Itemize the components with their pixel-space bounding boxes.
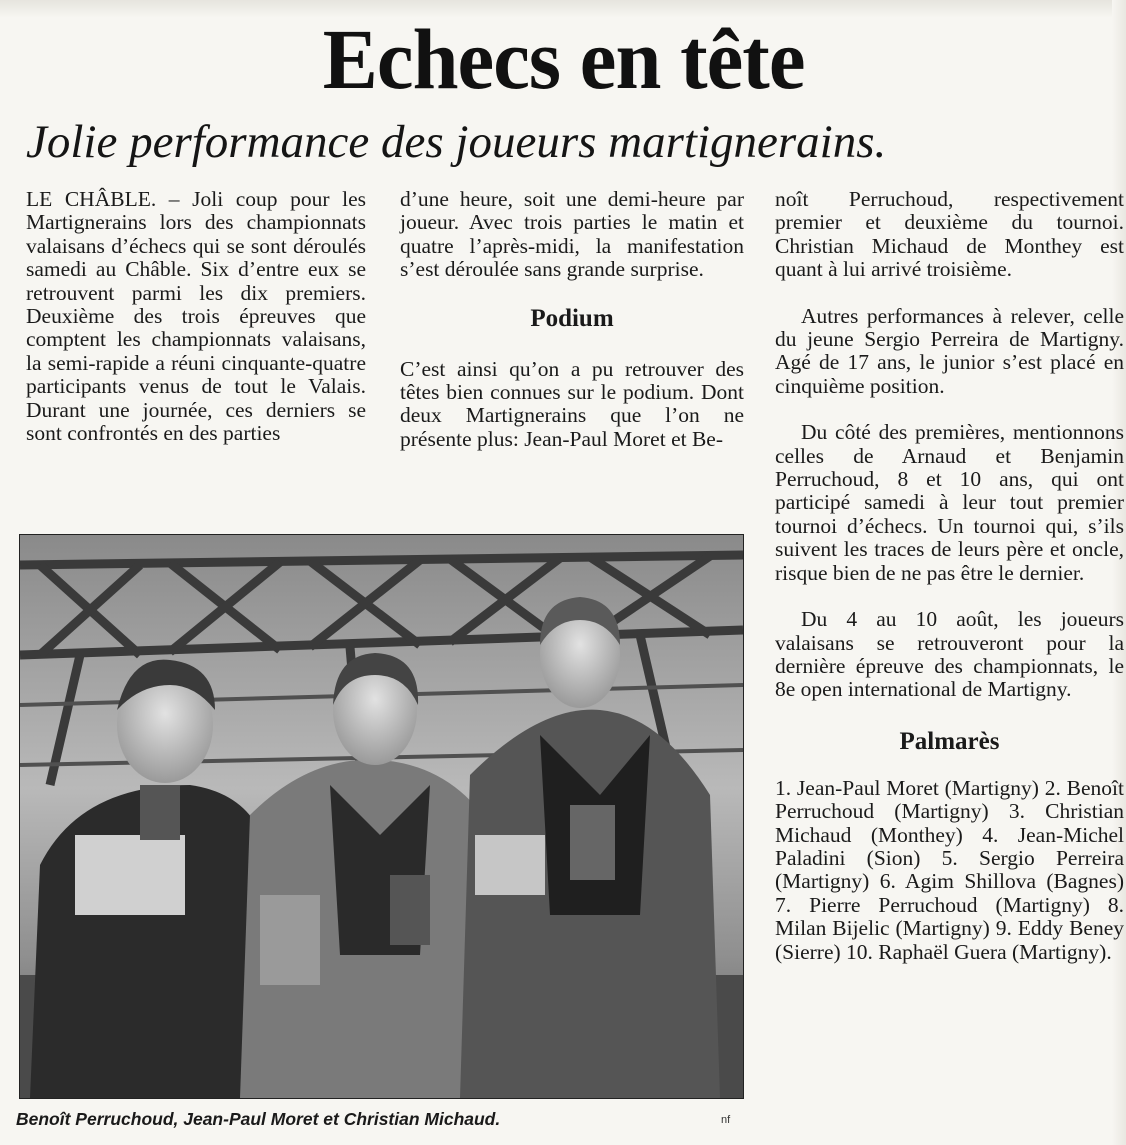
paragraph: C’est ainsi qu’on a pu retrouver des têtes bien connues sur le podium. Dont deux Martignerains que l’on ne présente plus: Jean-Paul Moret et Be- [400,356,744,451]
podium-photo [19,534,744,1099]
paragraph: Du 4 au 10 août, les joueurs valaisans se retrouveront pour la dernière épreuve des championnats, le 8e open international de Martigny. [775,607,1124,702]
article-column-3 [775,188,1124,964]
article-headline: Echecs en tête [322,11,805,107]
photo-credit: nf [721,1114,731,1126]
photo-caption: Benoît Perruchoud, Jean-Paul Moret et Christian Michaud. [16,1109,501,1129]
paragraph: d’une heure, soit une demi-heure par joueur. Avec trois parties le matin et quatre l’après-midi, la manifestation s’est déroulée sans grande surprise. [400,187,744,282]
paragraph: noît Perruchoud, respectivement premier et deuxième du tournoi. Christian Michaud de Monthey est quant à lui arrivé troisième. [775,187,1124,282]
lead-paragraph: LE CHÂBLE. – Joli coup pour les Martignerains lors des championnats valaisans d’échecs qui se sont déroulés samedi au Châble. Six d’entre eux se retrouvent parmi les dix premiers. Deuxième des trois épreuves que comptent les championnats valaisans, la semi-rapide a réuni cinquante-quatre participants venus de tout le Valais. Durant une journée, ces derniers se sont confrontés en des parties [26,187,366,446]
podium-photo-illustration [20,535,743,1098]
subheading-podium: Podium [530,304,614,332]
subheading-palmares: Palmarès [899,727,1000,755]
article-subtitle: Jolie performance des joueurs martignerains. [26,116,887,168]
palmares-list: 1. Jean-Paul Moret (Martigny) 2. Benoît Perruchoud (Martigny) 3. Christian Michaud (Monthey) 4. Jean-Michel Paladini (Sion) 5. Sergio Perreira (Martigny) 6. Agim Shillova (Bagnes) 7. Pierre Perruchoud (Martigny) 8. Milan Bijelic (Martigny) 9. Eddy Beney (Sierre) 10. Raphaël Guera (Martigny). [775,775,1124,964]
article-column-1 [26,188,366,445]
paragraph: Du côté des premières, mentionnons celles de Arnaud et Benjamin Perruchoud, 8 et 10 ans, qui ont participé samedi à leur tout premier tournoi d’échecs. Un tournoi qui, s’ils suivent les traces de leurs père et oncle, risque bien de ne pas être le dernier. [775,420,1124,585]
paragraph: Autres performances à relever, celle du jeune Sergio Perreira de Martigny. Agé de 17 ans, le junior s’est placé en cinquième position. [775,303,1124,398]
article-column-2 [400,188,744,451]
